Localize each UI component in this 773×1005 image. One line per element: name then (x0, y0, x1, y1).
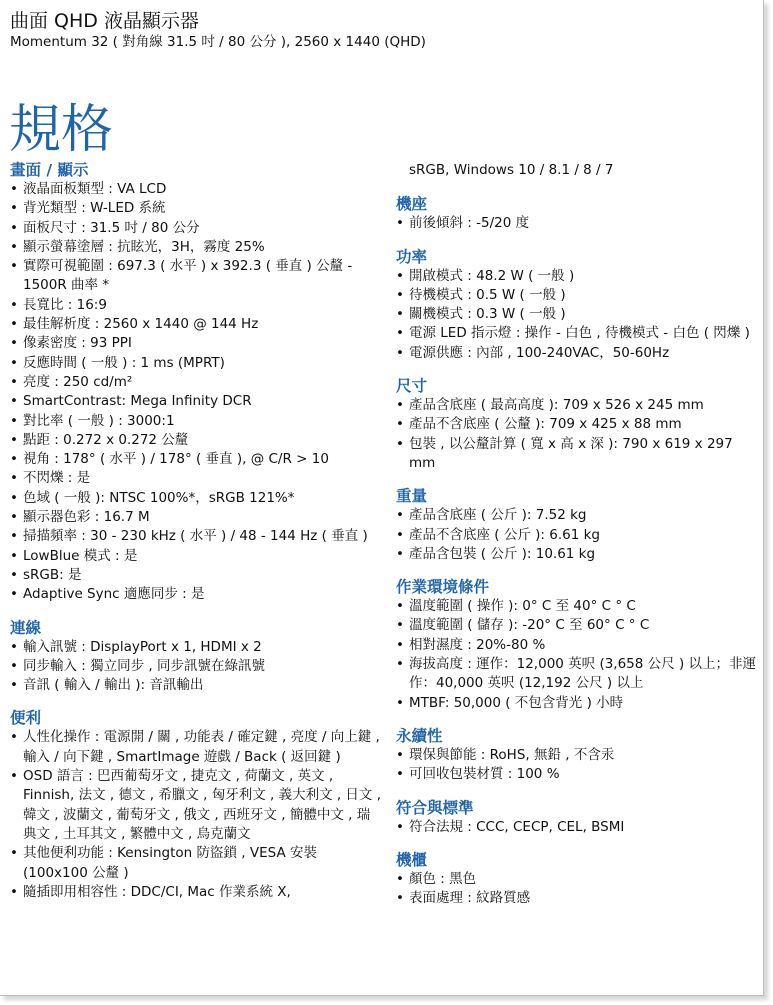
spec-item: • 海拔高度 : 運作：12,000 英呎 (3,658 公尺 ) 以上；非運作：40,000 英呎 (12,192 公尺 ) 以上 (396, 655, 758, 694)
spec-section (396, 376, 758, 473)
spec-list (396, 746, 758, 785)
spec-item: • 開啟模式 : 48.2 W ( 一般 ) (396, 267, 758, 286)
spec-item: • SmartContrast: Mega Infinity DCR (10, 392, 382, 411)
spec-item: • 視角 : 178° ( 水平 ) / 178° ( 垂直 ), @ C/R > 10 (10, 450, 382, 469)
spec-item: • 表面處理 : 紋路質感 (396, 889, 758, 908)
spec-item: • 電源 LED 指示燈 : 操作 - 白色 , 待機模式 - 白色 ( 閃爍 ) (396, 324, 758, 343)
spec-section (10, 618, 382, 696)
spec-section (396, 798, 758, 837)
spec-item: • 其他便利功能 : Kensington 防盜鎖 , VESA 安裝 (100x100 公釐 ) (10, 844, 382, 883)
spec-item: • 掃描頻率 : 30 - 230 kHz ( 水平 ) / 48 - 144 Hz ( 垂直 ) (10, 527, 382, 546)
spec-item: • 相對濕度 : 20%-80 % (396, 636, 758, 655)
spec-item: • Adaptive Sync 適應同步 : 是 (10, 585, 382, 604)
spec-item: • 色域 ( 一般 ): NTSC 100%*，sRGB 121%* (10, 489, 382, 508)
right-column (396, 160, 758, 921)
spec-list (396, 818, 758, 837)
spec-item: • 對比率 ( 一般 ) : 3000:1 (10, 412, 382, 431)
section-title: 便利 (10, 709, 42, 728)
spec-section (396, 726, 758, 785)
spec-item: • 反應時間 ( 一般 ) : 1 ms (MPRT) (10, 354, 382, 373)
spec-list (10, 180, 382, 605)
spec-item: • 電源供應 : 內部 , 100-240VAC，50-60Hz (396, 344, 758, 363)
section-title: 機櫃 (396, 850, 428, 869)
spec-item: • 顯示器色彩 : 16.7 M (10, 508, 382, 527)
spec-list (396, 396, 758, 473)
spec-list (10, 728, 382, 902)
spec-section (10, 708, 382, 902)
spec-item: • 產品不含底座 ( 公斤 ): 6.61 kg (396, 526, 758, 545)
spec-item: • sRGB: 是 (10, 566, 382, 585)
spec-section (396, 577, 758, 713)
section-title: 機座 (396, 195, 428, 214)
spec-item: • 待機模式 : 0.5 W ( 一般 ) (396, 286, 758, 305)
spec-item: • 符合法規 : CCC, CECP, CEL, BSMI (396, 818, 758, 837)
spec-item: • 顯示螢幕塗層 : 抗眩光，3H，霧度 25% (10, 238, 382, 257)
spec-item: • 像素密度 : 93 PPI (10, 334, 382, 353)
spec-section (396, 247, 758, 363)
section-title: 尺寸 (396, 377, 428, 396)
spec-item: • OSD 語言 : 巴西葡萄牙文 , 捷克文 , 荷蘭文 , 英文 , Finnish, 法文 , 德文 , 希臘文 , 匈牙利文 , 義大利文 , 日文 , 韓文 , 波蘭文 , 葡萄牙文 , 俄文 , 西班牙文 , 簡體中文 , 瑞典文 , 土耳其文 , 繁體中文 , 烏克蘭文 (10, 767, 382, 844)
product-title: 曲面 QHD 液晶顯示器 (10, 10, 199, 32)
product-subtitle: Momentum 32 ( 對角線 31.5 吋 / 80 公分 ), 2560 x 1440 (QHD) (10, 34, 426, 50)
spec-item: • 人性化操作 : 電源開 / 關 , 功能表 / 確定鍵 , 亮度 / 向上鍵 , 輸入 / 向下鍵 , SmartImage 遊戲 / Back ( 返回鍵 ) (10, 728, 382, 767)
spec-item: • 不閃爍 : 是 (10, 469, 382, 488)
spec-section (10, 160, 382, 605)
spec-item: • 長寬比 : 16:9 (10, 296, 382, 315)
spec-item: • 產品不含底座 ( 公釐 ): 709 x 425 x 88 mm (396, 415, 758, 434)
spec-item: • 溫度範圍 ( 儲存 ): -20° C 至 60° C ° C (396, 616, 758, 635)
spec-item: • 包裝 , 以公釐計算 ( 寬 x 高 x 深 ): 790 x 619 x 297 mm (396, 435, 758, 474)
spec-item: • 產品含包裝 ( 公斤 ): 10.61 kg (396, 545, 758, 564)
spec-item: • 輸入訊號 : DisplayPort x 1, HDMI x 2 (10, 638, 382, 657)
section-title: 重量 (396, 487, 428, 506)
spec-item: • MTBF: 50,000 ( 不包含背光 ) 小時 (396, 694, 758, 713)
spec-item: • 顏色 : 黑色 (396, 870, 758, 889)
section-title: 功率 (396, 247, 428, 266)
spec-item: • LowBlue 模式 : 是 (10, 547, 382, 566)
spec-item: • 音訊 ( 輸入 / 輸出 ): 音訊輸出 (10, 676, 382, 695)
section-title: 符合與標準 (396, 798, 474, 817)
spec-item: • 隨插即用相容性 : DDC/CI, Mac 作業系統 X, (10, 883, 382, 902)
spec-list (10, 638, 382, 696)
spec-list (396, 870, 758, 909)
spec-item: • 可回收包裝材質 : 100 % (396, 765, 758, 784)
spec-section (396, 850, 758, 909)
spec-section (396, 486, 758, 564)
spec-item: • 液晶面板類型 : VA LCD (10, 180, 382, 199)
section-title: 畫面 / 顯示 (10, 161, 89, 179)
spec-item: • 產品含底座 ( 公斤 ): 7.52 kg (396, 506, 758, 525)
spec-list (396, 214, 758, 233)
spec-item: • 產品含底座 ( 最高高度 ): 709 x 526 x 245 mm (396, 396, 758, 415)
section-title: 永續性 (396, 726, 443, 745)
section-title: 連線 (10, 618, 42, 637)
spec-section (396, 194, 758, 233)
spec-item: • 亮度 : 250 cd/m² (10, 373, 382, 392)
spec-list (396, 506, 758, 564)
spec-item: • 關機模式 : 0.3 W ( 一般 ) (396, 305, 758, 324)
spec-item: • 點距 : 0.272 x 0.272 公釐 (10, 431, 382, 450)
spec-list (396, 597, 758, 713)
spec-item: • 環保與節能 : RoHS, 無鉛 , 不含汞 (396, 746, 758, 765)
spec-item: • 面板尺寸 : 31.5 吋 / 80 公分 (10, 219, 382, 238)
spec-list (396, 267, 758, 363)
section-title: 作業環境條件 (396, 578, 490, 597)
spec-item: • 實際可視範圍 : 697.3 ( 水平 ) x 392.3 ( 垂直 ) 公釐 - 1500R 曲率 * (10, 257, 382, 296)
spec-item: • 最佳解析度 : 2560 x 1440 @ 144 Hz (10, 315, 382, 334)
spec-item: • 前後傾斜 : -5/20 度 (396, 214, 758, 233)
continued-item-text: sRGB, Windows 10 / 8.1 / 8 / 7 (409, 162, 614, 178)
spec-item: • 同步輸入 : 獨立同步 , 同步訊號在綠訊號 (10, 657, 382, 676)
spec-item: • 溫度範圍 ( 操作 ): 0° C 至 40° C ° C (396, 597, 758, 616)
page-heading: 規格 (9, 99, 114, 160)
spec-item: • 背光類型 : W-LED 系統 (10, 199, 382, 218)
left-column (10, 160, 382, 915)
